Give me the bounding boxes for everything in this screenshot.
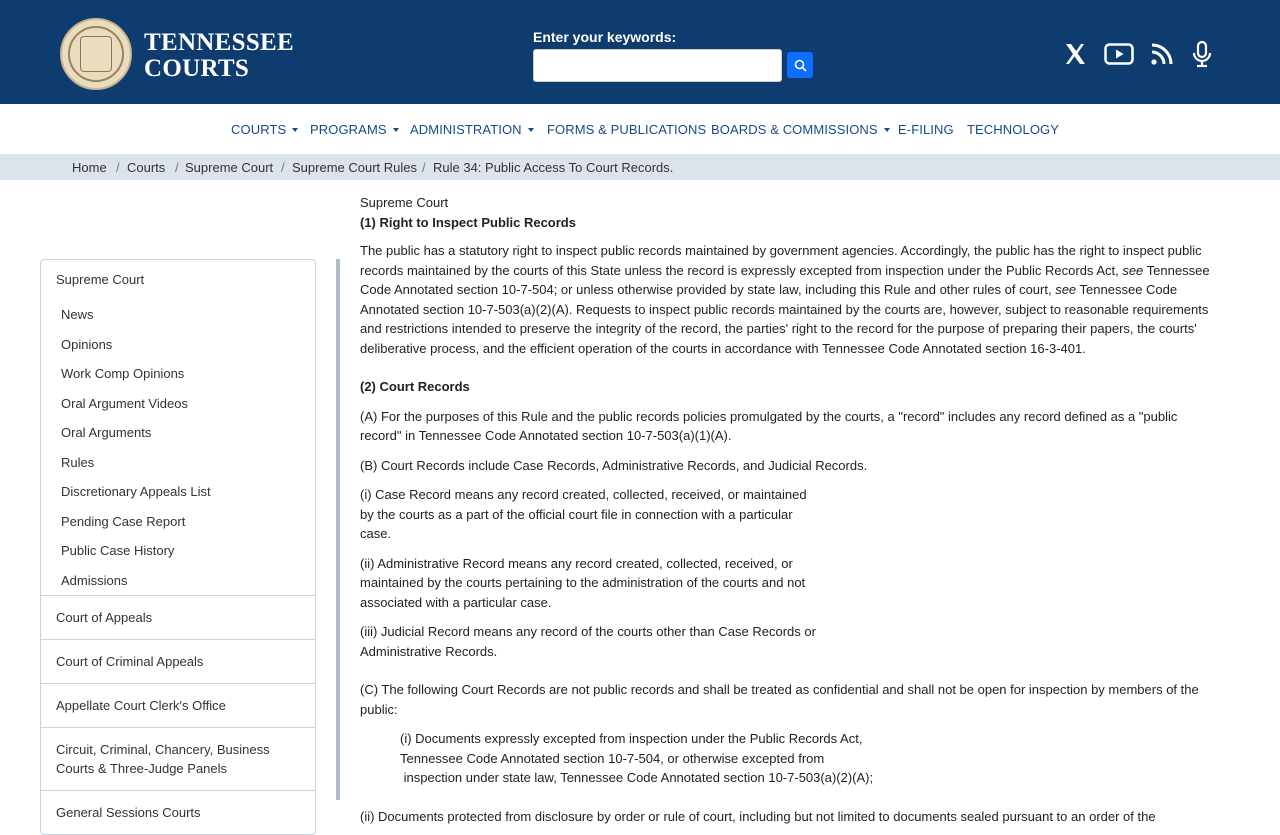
caret-down-icon <box>528 128 534 132</box>
breadcrumb-home[interactable]: Home <box>72 160 107 175</box>
c-i-line-1: (i) Documents expressly excepted from inspection under the Public Records Act, <box>400 731 863 746</box>
sidebar-item-circuit-criminal-chancery[interactable]: Circuit, Criminal, Chancery, Business Courts & Three-Judge Panels <box>41 727 315 790</box>
content-divider <box>336 259 340 800</box>
nav-administration[interactable] <box>410 122 534 137</box>
p1-text-b: Tennessee Code Annotated section 10-7-504; or unless otherwise provided by state law, including this Rule and other rules of court, <box>360 262 1210 297</box>
nav-programs[interactable] <box>310 122 399 137</box>
sidebar-subitem-discretionary-appeals-list[interactable]: Discretionary Appeals List <box>61 484 211 499</box>
sidebar-subitem-admissions[interactable]: Admissions <box>61 572 128 588</box>
sidebar-subitem-work-comp-opinions[interactable]: Work Comp Opinions <box>61 366 185 381</box>
nav-courts[interactable] <box>231 122 298 137</box>
sidebar-item-court-of-appeals[interactable]: Court of Appeals <box>41 595 315 639</box>
rule-content <box>360 193 1210 826</box>
caret-down-icon <box>292 128 298 132</box>
breadcrumb-current: Rule 34: Public Access To Court Records. <box>433 160 674 175</box>
nav-technology-label: TECHNOLOGY <box>967 122 1060 137</box>
search-icon <box>794 59 807 72</box>
p1-text-a: The public has a statutory right to inspect public records maintained by government agencies. Accordingly, the public has the right to inspect public records maintained by the courts of this State unless the record is expressly excepted from inspection under the Public Records Act, <box>360 243 1202 278</box>
search-input[interactable] <box>533 49 782 82</box>
content-court-label: Supreme Court <box>360 195 449 210</box>
search-label: Enter your keywords: <box>533 29 677 45</box>
breadcrumb-supreme-court[interactable]: Supreme Court <box>185 160 274 175</box>
site-logo-text[interactable] <box>144 30 294 82</box>
nav-forms-publications[interactable] <box>547 122 706 137</box>
sidebar-subitem-news[interactable]: News <box>61 307 94 322</box>
paragraph-b-iii-judicial-record: (iii) Judicial Record means any record of the courts other than Case Records or Administrative Records. <box>360 624 816 659</box>
p1-text-c: Tennessee Code Annotated section 10-7-503(a)(2)(A). Requests to inspect public records maintained by the courts are, however, subject to reasonable requirements and restrictions intended to preserve the integrity of the record, the parties' right to the record for the purpose of preparing their papers, the courts' deliberative process, and the efficient operation of the courts in accordance with Tennessee Code Annotated section 16-3-401. <box>360 282 1209 356</box>
paragraph-c-i-public-records-act <box>400 729 1210 788</box>
search-button[interactable] <box>787 52 813 78</box>
seal-emblem <box>80 36 112 72</box>
tennessee-judiciary-seal-logo[interactable] <box>60 18 132 90</box>
sidebar-subitem-oral-arguments[interactable]: Oral Arguments <box>61 425 152 440</box>
breadcrumb <box>0 154 1280 180</box>
x-icon[interactable] <box>1061 40 1089 68</box>
nav-efiling-label: E-FILING <box>898 122 954 137</box>
paragraph-b-ii-administrative-record: (ii) Administrative Record means any record created, collected, received, or maintained by the courts pertaining to the administration of the courts and not associated with a particular case. <box>360 555 806 610</box>
breadcrumb-courts[interactable]: Courts <box>127 160 166 175</box>
nav-forms-label: FORMS & PUBLICATIONS <box>547 122 707 137</box>
breadcrumb-supreme-court-rules[interactable]: Supreme Court Rules <box>292 160 417 175</box>
main-nav <box>0 104 1280 154</box>
nav-courts-label: COURTS <box>231 122 287 137</box>
breadcrumb-separator: / <box>281 160 285 175</box>
sidebar-item-appellate-court-clerks-office[interactable]: Appellate Court Clerk's Office <box>41 683 315 727</box>
c-i-line-3: inspection under state law, Tennessee Code Annotated section 10-7-503(a)(2)(A); <box>400 770 874 785</box>
paragraph-right-to-inspect <box>360 241 1210 358</box>
paragraph-a-record-definition: (A) For the purposes of this Rule and the public records policies promulgated by the courts, a "record" includes any record defined as a "public record" in Tennessee Code Annotated section 10-7-503(a)(1)(A). <box>360 408 1178 443</box>
c-i-line-2: Tennessee Code Annotated section 10-7-504, or otherwise excepted from <box>400 750 825 766</box>
sidebar-subitem-rules[interactable]: Rules <box>61 454 95 470</box>
sidebar-subitem-opinions[interactable]: Opinions <box>61 336 113 352</box>
youtube-icon[interactable] <box>1104 40 1134 68</box>
site-header <box>0 0 1280 104</box>
sidebar-subitem-public-case-history[interactable]: Public Case History <box>61 543 175 558</box>
paragraph-c-ii-protected-documents: (ii) Documents protected from disclosure by order or rule of court, including but not limited to documents sealed pursuant to an order of the <box>360 808 1156 824</box>
sidebar-item-court-of-criminal-appeals[interactable]: Court of Criminal Appeals <box>41 639 315 683</box>
paragraph-b-i-case-record: (i) Case Record means any record created, collected, received, or maintained by the courts as a part of the official court file in connection with a particular case. <box>360 487 807 541</box>
caret-down-icon <box>884 128 890 132</box>
p1-see-1: see <box>1122 262 1144 278</box>
nav-boards-label: BOARDS & COMMISSIONS <box>711 122 878 137</box>
paragraph-b-court-records: (B) Court Records include Case Records, Administrative Records, and Judicial Records. <box>360 457 868 473</box>
sidebar-nav <box>40 259 316 835</box>
nav-programs-label: PROGRAMS <box>310 122 387 137</box>
logo-line-2: COURTS <box>144 55 250 82</box>
sidebar-subitem-pending-case-report[interactable]: Pending Case Report <box>61 513 186 529</box>
section-heading-court-records: (2) Court Records <box>360 379 470 394</box>
podcast-microphone-icon[interactable] <box>1188 40 1216 68</box>
breadcrumb-separator: / <box>175 160 179 175</box>
p1-see-2: see <box>1055 282 1077 297</box>
nav-boards-commissions[interactable] <box>711 122 890 137</box>
caret-down-icon <box>393 128 399 132</box>
breadcrumb-separator: / <box>116 160 120 175</box>
nav-technology[interactable] <box>967 122 1059 137</box>
nav-administration-label: ADMINISTRATION <box>410 122 522 137</box>
nav-e-filing[interactable] <box>898 122 954 137</box>
rss-icon[interactable] <box>1148 40 1176 68</box>
logo-line-1: TENNESSEE <box>144 29 294 56</box>
section-heading-right-to-inspect: (1) Right to Inspect Public Records <box>360 214 576 230</box>
paragraph-c-confidential-records: (C) The following Court Records are not public records and shall be treated as confidential and shall not be open for inspection by members of the public: <box>360 682 1199 717</box>
breadcrumb-separator: / <box>422 160 426 175</box>
sidebar-item-supreme-court[interactable]: Supreme Court <box>56 272 145 287</box>
sidebar-item-general-sessions-courts[interactable]: General Sessions Courts <box>41 790 315 834</box>
sidebar-subitem-oral-argument-videos[interactable]: Oral Argument Videos <box>61 395 188 411</box>
